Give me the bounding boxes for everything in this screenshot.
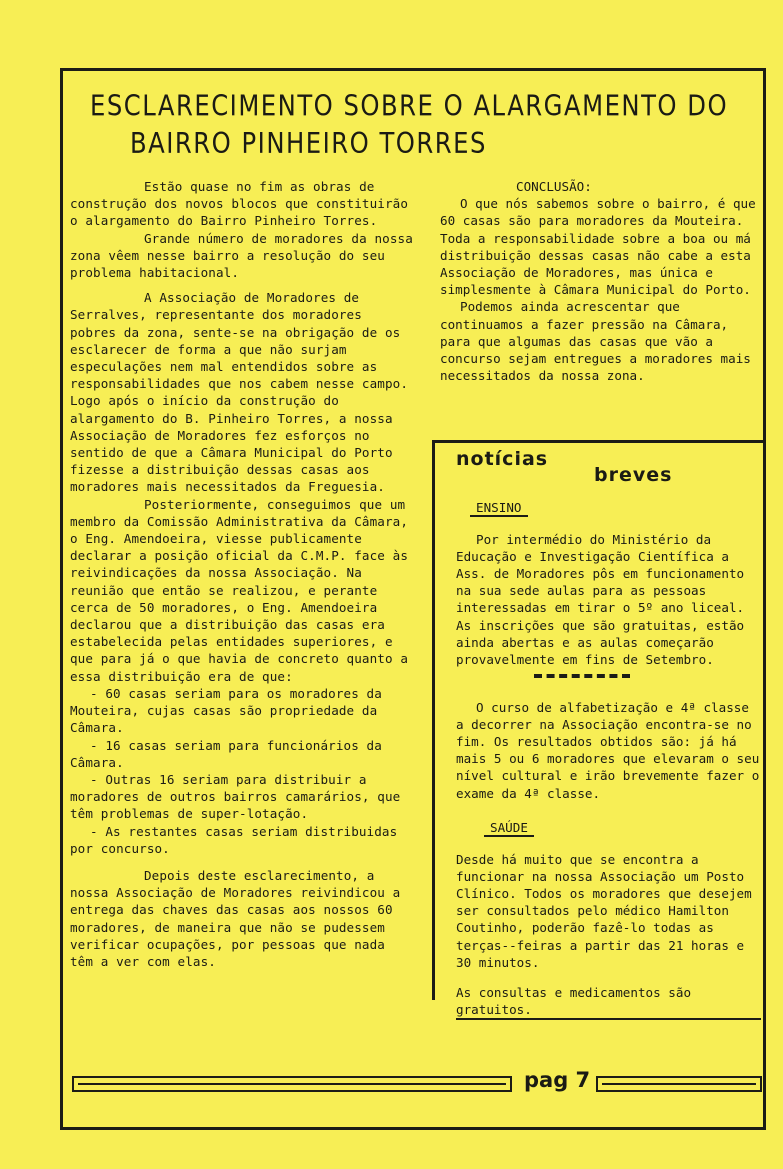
saude-heading: SAÚDE [484,820,534,837]
ensino-text-2 [456,686,761,814]
news-title-1: notícias [456,448,549,470]
paragraph: Estão quase no fim as obras de construção dos novos blocos que constituirão o alargamento do Bairro Pinheiro Torres. [70,179,409,229]
paragraph: A Associação de Moradores de Serralves, representante dos moradores pobres da zona, sente-se na obrigação de os esclarecer de forma a que não surjam especulações nem mal entendidos sobre as responsabilidades que nos cabem nesse campo. Logo após o início da construção do alargamento do B. Pinheiro Torres, a nossa Associação de Moradores fez esforços no sentido de que a Câmara Municipal do Porto fizesse a distribuição dessas casas aos moradores mais necessitados da Freguesia. [70,290,409,495]
paragraph: Desde há muito que se encontra a funcionar na nossa Associação um Posto Clínico. Todos os moradores que desejem ser consultados pelo médico Hamilton Coutinho, poderão fazê-lo todas as terças--feiras a partir das 21 horas e 30 minutos. [456,851,752,970]
conclusion-heading: CONCLUSÃO: [516,179,592,194]
paragraph: Por intermédio do Ministério da Educação e Investigação Científica a Ass. de Moradores pôs em funcionamento na sua sede aulas para as pessoas interessadas em tirar o 5º ano liceal. As inscrições que são gratuitas, estão ainda abertas e as aulas começarão provavelmente em fins de Setembro. [456,531,745,668]
footer-bar-right [596,1076,762,1092]
list-item: - 16 casas seriam para funcionários da Câmara. [70,737,382,770]
list-item: - 60 casas seriam para os moradores da Mouteira, cujas casas são propriedade da Câmara. [70,685,382,736]
separator [534,674,630,682]
paragraph: Grande número de moradores da nossa zona vêem nesse bairro a resolução do seu problema habitacional. [70,230,413,281]
saude-text [456,838,761,1033]
list-item: - Outras 16 seriam para distribuir a moradores de outros bairros camarários, que têm problemas de super-lotação. [70,771,401,822]
left-column [70,178,414,970]
paragraph: O que nós sabemos sobre o bairro, é que 60 casas são para moradores da Mouteira. Toda a responsabilidade sobre a boa ou má distribuição dessas casas não cabe a esta Associação de Moradores, mas única e simplesmente à Câmara Municipal do Porto. [440,196,756,298]
paragraph: Podemos ainda acrescentar que continuamos a fazer pressão na Câmara, para que algumas das casas que vão a concurso sejam entregues a moradores mais necessitados da nossa zona. [440,299,751,384]
title-line-2: BAIRRO PINHEIRO TORRES [130,127,487,161]
article-title [90,88,730,164]
page-number: pag 7 [524,1068,591,1092]
ensino-heading: ENSINO [470,500,528,517]
ensino-text [456,518,761,681]
right-column [440,178,758,384]
title-line-1: ESCLARECIMENTO SOBRE O ALARGAMENTO DO [90,90,729,123]
paragraph: Posteriormente, conseguimos que um membro da Comissão Administrativa da Câmara, o Eng. Amendoeira, viesse publicamente declarar a posição oficial da C.M.P. face às reivindicações da nossa Associação. Na reunião que então se realizou, e perante cerca de 50 moradores, o Eng. Amendoeira declarou que a distribuição das casas era estabelecida pelas entidades superiores, e que para já o que havia de concreto quanto a essa distribuição era de que: [70,496,409,684]
paragraph: O curso de alfabetização e 4ª classe a decorrer na Associação encontra-se no fim. Os resultados obtidos são: já há mais 5 ou 6 moradores que elevaram o seu nível cultural e irão brevemente fazer o exame da 4ª classe. [456,699,760,801]
footer-bar [72,1076,512,1092]
paragraph: Depois deste esclarecimento, a nossa Associação de Moradores reivindicou a entrega das chaves das casas aos nossos 60 moradores, de maneira que não se pudessem verificar ocupações, por pessoas que nada têm a ver com elas. [70,867,401,969]
saude-note: As consultas e medicamentos são gratuitos. [456,984,761,1020]
news-title-2: breves [594,464,673,486]
list-item: - As restantes casas seriam distribuidas por concurso. [70,823,398,856]
